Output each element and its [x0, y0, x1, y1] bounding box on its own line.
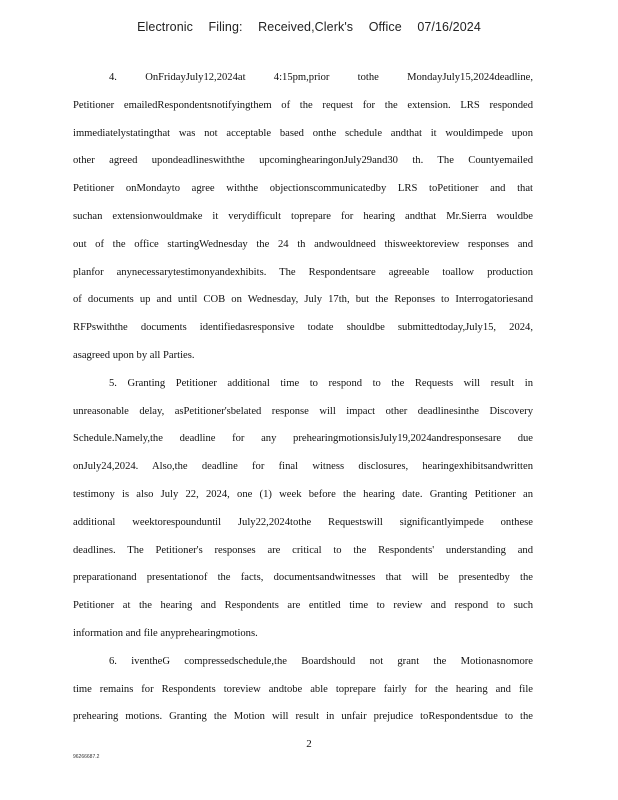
document-id: 96266687.2 — [73, 754, 100, 760]
text-line: 5. Granting Petitioner additional time to respond to the Requests will result in — [109, 377, 533, 389]
text-line: testimony is also July 22, 2024, one (1) week before the hearing date. Granting Petitioner an — [73, 488, 533, 500]
body-text — [73, 64, 533, 731]
text-line: RFPswiththe documents identifiedasresponsive todate shouldbe submittedtoday,July15, 2024, — [73, 322, 533, 334]
text-line: prehearing motions. Granting the Motion will result in unfair prejudice toRespondentsdue to the — [73, 711, 533, 723]
text-line: preparationand presentationof the facts, documentsandwitnesses that will be presentedby the — [73, 572, 533, 584]
text-line: deadlines. The Petitioner's responses are critical to the Respondents' understanding and — [73, 544, 533, 556]
page-number: 2 — [306, 738, 312, 750]
text-line: Petitioner emailedRespondentsnotifyingthem of the request for the extension. LRS responded — [73, 99, 533, 111]
text-line: time remains for Respondents toreview andtobe able toprepare fairly for the hearing and file — [73, 683, 533, 695]
text-line: Schedule.Namely,the deadline for any prehearingmotionsisJuly19,2024andresponsesare due — [73, 433, 533, 445]
filing-header: Electronic Filing: Received,Clerk's Office 07/16/2024 — [137, 20, 481, 34]
text-line: 6. iventheG compressedschedule,the Boardshould not grant the Motionasnomore — [109, 655, 533, 667]
text-line: out of the office startingWednesday the 24 th andwouldneed thisweektoreview responses and — [73, 238, 533, 250]
text-line: unreasonable delay, asPetitioner'sbelated response will impact other deadlinesinthe Discovery — [73, 405, 533, 417]
text-line: 4. OnFridayJuly12,2024at 4:15pm,prior tothe MondayJuly15,2024deadline, — [109, 72, 533, 83]
text-line: of documents up and until COB on Wednesday, July 17th, but the Reponses to Interrogatoriesand — [73, 294, 533, 306]
text-line: Petitioner onMondayto agree withthe objectionscommunicatedby LRS toPetitioner and that — [73, 183, 533, 195]
text-line: immediatelystatingthat was not acceptable based onthe schedule andthat it wouldimpede upon — [73, 127, 533, 139]
text-line: other agreed upondeadlineswiththe upcominghearingonJuly29and30 th. The Countyemailed — [73, 155, 533, 167]
text-line: onJuly24,2024. Also,the deadline for final witness disclosures, hearingexhibitsandwritten — [73, 461, 533, 473]
text-line: suchan extensionwouldmake it verydifficult toprepare for hearing andthat Mr.Sierra wouldbe — [73, 210, 533, 222]
text-line: additional weektorespounduntil July22,2024tothe Requestswill significantlyimpede onthese — [73, 516, 533, 528]
text-line: information and file anyprehearingmotions. — [73, 627, 258, 639]
text-line: planfor anynecessarytestimonyandexhibits. The Respondentsare agreeable toallow production — [73, 266, 533, 278]
text-line: asagreed upon by all Parties. — [73, 349, 195, 361]
text-line: Petitioner at the hearing and Respondents are entitled time to review and respond to such — [73, 600, 533, 612]
